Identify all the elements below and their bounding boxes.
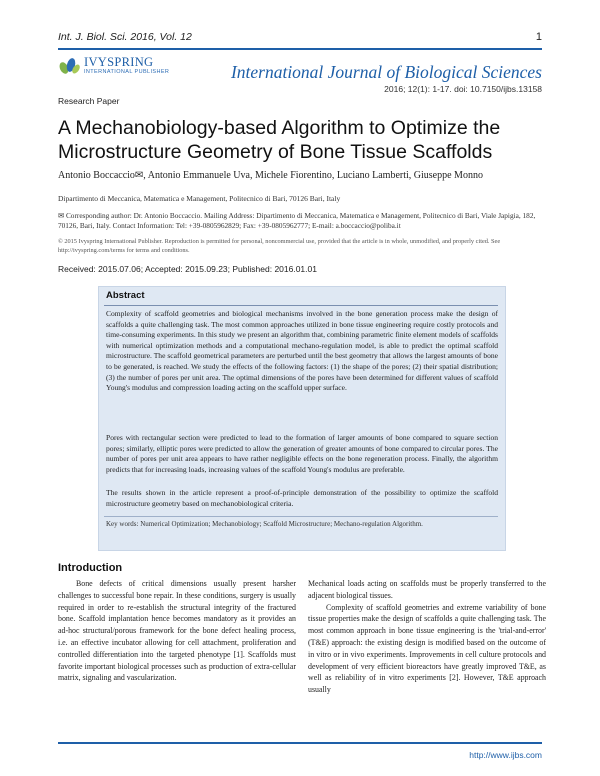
abstract-paragraph: Complexity of scaffold geometries and biological mechanisms involved in the bone generation process make the design of scaffolds a quite challenging task. The most common approaches utilized in bone tissue engineering require costly protocols and time-consuming experiments. In this study we present an algorithm that, combining parametric finite element models of scaffolds with numerical optimization methods and a computational mechano-regulation model, is able to predict the optimal scaffold microstructure. The scaffold geometrical parameters are perturbed until the best geometry that allows the largest amounts of bone to be generated, is reached. We study the effects of the following factors: (1) the shape of the pores; (2) their spatial distribution; (3) the number of pores per unit area. The optimal dimensions of the pores have been determined for different values of scaffold Young's modulus and compression loading acting on the scaffold upper surface.	[106, 309, 498, 393]
intro-paragraph: Complexity of scaffold geometries and extreme variability of bone tissue properties make the design of scaffolds a quite challenging task. The most common approach in bone tissue engineering is the 'trial-and-error' (T&E) approach: the existing design is modified based on the outcome of in vitro or in vivo experiments. Improvements in cell culture protocols and development of very efficient bioreactors have greatly improved T&E, as well as reliability of in vitro experiments [2]. However, T&E approach usually	[308, 602, 546, 695]
footer-rule	[58, 742, 542, 744]
keywords: Key words: Numerical Optimization; Mechanobiology; Scaffold Microstructure; Mechano-regulation Algorithm.	[106, 520, 423, 528]
abstract-rule	[104, 305, 498, 306]
journal-url-link[interactable]: http://www.ijbs.com	[469, 750, 542, 760]
section-heading-introduction: Introduction	[58, 562, 123, 574]
article-type: Research Paper	[58, 96, 120, 106]
affiliation: Dipartimento di Meccanica, Matematica e Management, Politecnico di Bari, 70126 Bari, Italy	[58, 194, 341, 203]
abstract-heading: Abstract	[106, 290, 145, 301]
corresponding-author: ✉ Corresponding author: Dr. Antonio Boccaccio. Mailing Address: Dipartimento di Meccanica, Matematica e Management, Politecnico di Bari, Viale Japigia, 182, 70126, Bari, Italy. Contact Information: Tel: +39-0805962829; Fax: +39-0805962777; E-mail: a.boccaccio@poliba.it	[58, 211, 536, 230]
intro-column-right	[308, 578, 546, 696]
author-list: Antonio Boccaccio✉, Antonio Emmanuele Uva, Michele Fiorentino, Luciano Lamberti, Giuseppe Monno	[58, 170, 483, 181]
keywords-rule	[104, 516, 498, 517]
publisher-subtitle: INTERNATIONAL PUBLISHER	[84, 69, 170, 75]
header-rule	[58, 48, 542, 50]
abstract-paragraph: Pores with rectangular section were predicted to lead to the formation of larger amounts of bone compared to square section pores; similarly, elliptic pores were predicted to allow the generation of greater amounts of bone compared to circular pores. The number of pores per unit area appears to have rather negligible effects on the bone regeneration process. Finally, the algorithm predicts that for increasing loads, increasing values of the scaffold Young's modulus are preferable.	[106, 433, 498, 474]
running-head: Int. J. Biol. Sci. 2016, Vol. 12	[58, 31, 192, 43]
page-number: 1	[535, 31, 542, 43]
article-title: A Mechanobiology-based Algorithm to Optimize the Microstructure Geometry of Bone Tissue Scaffolds	[58, 117, 501, 163]
ivyspring-leaf-icon	[58, 56, 80, 76]
publisher-name: IVYSPRING	[84, 55, 154, 69]
publisher-logo	[58, 54, 188, 80]
journal-name: International Journal of Biological Sciences	[230, 62, 542, 82]
copyright-notice: © 2015 Ivyspring International Publisher. Reproduction is permitted for personal, noncommercial use, provided that the article is in whole, unmodified, and properly cited. See http://ivyspring.com/terms for terms and conditions.	[58, 238, 501, 254]
intro-paragraph-left: Bone defects of critical dimensions usually present harsher challenges to successful bone repair. In these conditions, surgery is usually required in order to re-establish the structural integrity of the fractured bone. Scaffold implantation hence becomes mandatory as it provides an ad-hoc structural/porous framework for the bone defect healing process, i.e. an effective incubator allowing for cell attachment, proliferation and controlled differentiation into the targeted phenotype [1]. Scaffolds must favorite important biological processes such as production of extra-cellular matrix, signaling and vascularization.	[58, 579, 296, 683]
abstract-paragraph: The results shown in the article represent a proof-of-principle demonstration of the possibility to optimize the scaffold microstructure geometry based on mechanobiological criteria.	[106, 488, 498, 508]
citation: 2016; 12(1): 1-17. doi: 10.7150/ijbs.13158	[384, 84, 542, 94]
intro-paragraph: Mechanical loads acting on scaffolds must be properly transferred to the adjacent biological tissues.	[308, 579, 546, 600]
publication-dates: Received: 2015.07.06; Accepted: 2015.09.23; Published: 2016.01.01	[58, 264, 317, 274]
